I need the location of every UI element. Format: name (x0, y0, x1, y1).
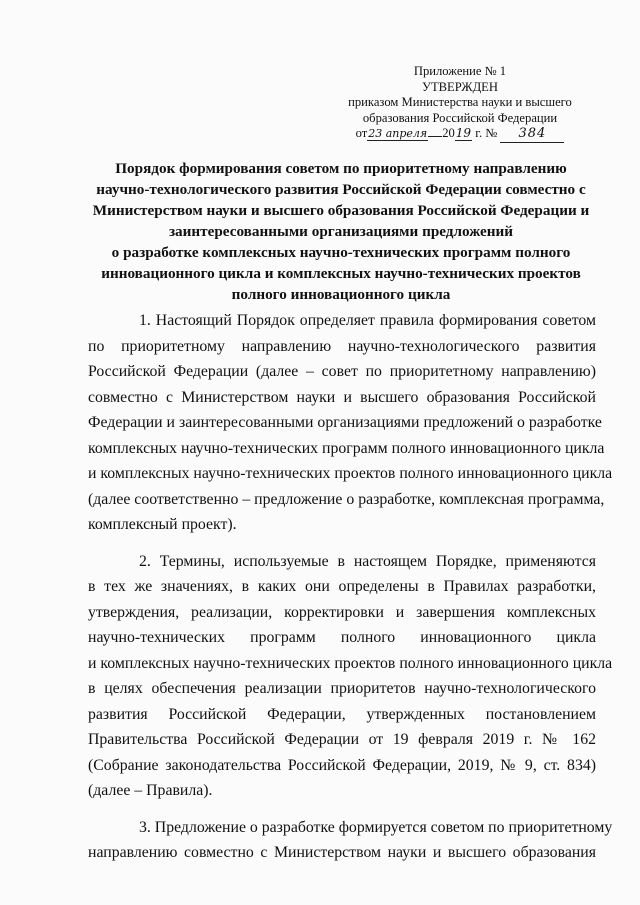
paragraph-line: (Собрание законодательства Российской Федерации, 2019, № 9, ст. 834) (88, 756, 596, 774)
document-body (88, 308, 613, 877)
paragraph-line: развития Российской Федерации, утвержденных постановлением (88, 705, 596, 723)
paragraph-line: научно-технических программ полного инновационного цикла (88, 629, 596, 646)
paragraph (88, 549, 613, 804)
title-line: о разработке комплексных научно-технических программ полного (111, 244, 571, 261)
paragraph-line: по приоритетному направлению научно-технологического развития (88, 337, 596, 355)
title-line: Министерством науки и высшего образования Российской Федерации и (92, 202, 590, 219)
approved-label: УТВЕРЖДЕН (422, 79, 498, 94)
title-line: полного инновационного цикла (231, 286, 451, 303)
document-title (88, 158, 594, 305)
paragraph-line: 1. Настоящий Порядок определяет правила формирования советом (139, 312, 596, 329)
date-underline (428, 135, 442, 137)
paragraph-line: (далее соответственно – предложение о разработке, комплексная программа, (88, 490, 605, 508)
handwritten-year: 19 (455, 126, 472, 140)
title-line: Порядок формирования советом по приоритетному направлению (115, 160, 567, 177)
paragraph-line: совместно с Министерством науки и высшего образования Российской (88, 388, 596, 406)
paragraph-line: и комплексных научно-технических проектов полного инновационного цикла (88, 654, 613, 672)
title-line: научно-технологического развития Российской Федерации совместно с (96, 181, 586, 198)
paragraph-line: комплексных научно-технических программ полного инновационного цикла (88, 439, 605, 457)
paragraph-line: направлению совместно с Министерством науки и высшего образования (88, 844, 596, 861)
paragraph-line: в тех же значениях, в каких они определены в Правилах разработки, (88, 578, 596, 595)
paragraph-line: в целях обеспечения реализации приоритетов научно-технологического (88, 680, 596, 697)
from-label: от (355, 126, 368, 140)
order-line-2: образования Российской Федерации (362, 110, 558, 125)
paragraph (88, 815, 613, 866)
paragraph-line: и комплексных научно-технических проектов полного инновационного цикла (88, 465, 613, 482)
year-prefix: 20 (442, 126, 455, 140)
paragraph-line: Российской Федерации (далее – совет по приоритетному направлению) (88, 363, 596, 380)
year-number-label: г. № (475, 126, 498, 140)
appendix-label: Приложение № 1 (413, 64, 507, 78)
title-line: заинтересованными организациями предложений (168, 223, 514, 240)
paragraph-line: 3. Предложение о разработке формируется советом по приоритетному (139, 818, 613, 836)
paragraph (88, 308, 613, 538)
paragraph-line: утверждения, реализации, корректировки и завершения комплексных (88, 603, 596, 621)
order-line-1: приказом Министерства науки и высшего (348, 95, 572, 109)
paragraph-line: 2. Термины, используемые в настоящем Порядке, применяются (139, 552, 596, 570)
paragraph-line: Правительства Российской Федерации от 19 февраля 2019 г. № 162 (88, 731, 596, 748)
handwritten-date: 23 апреля (368, 127, 428, 140)
order-date-number-line (340, 126, 580, 143)
paragraph-line: комплексный проект). (88, 516, 237, 533)
approval-stamp-block (340, 64, 580, 143)
paragraph-line: (далее – Правила). (88, 782, 213, 799)
handwritten-order-number: 384 (500, 126, 564, 143)
title-line: инновационного цикла и комплексных научно-технических проектов (101, 265, 581, 282)
paragraph-line: Федерации и заинтересованными организациями предложений о разработке (88, 414, 602, 431)
